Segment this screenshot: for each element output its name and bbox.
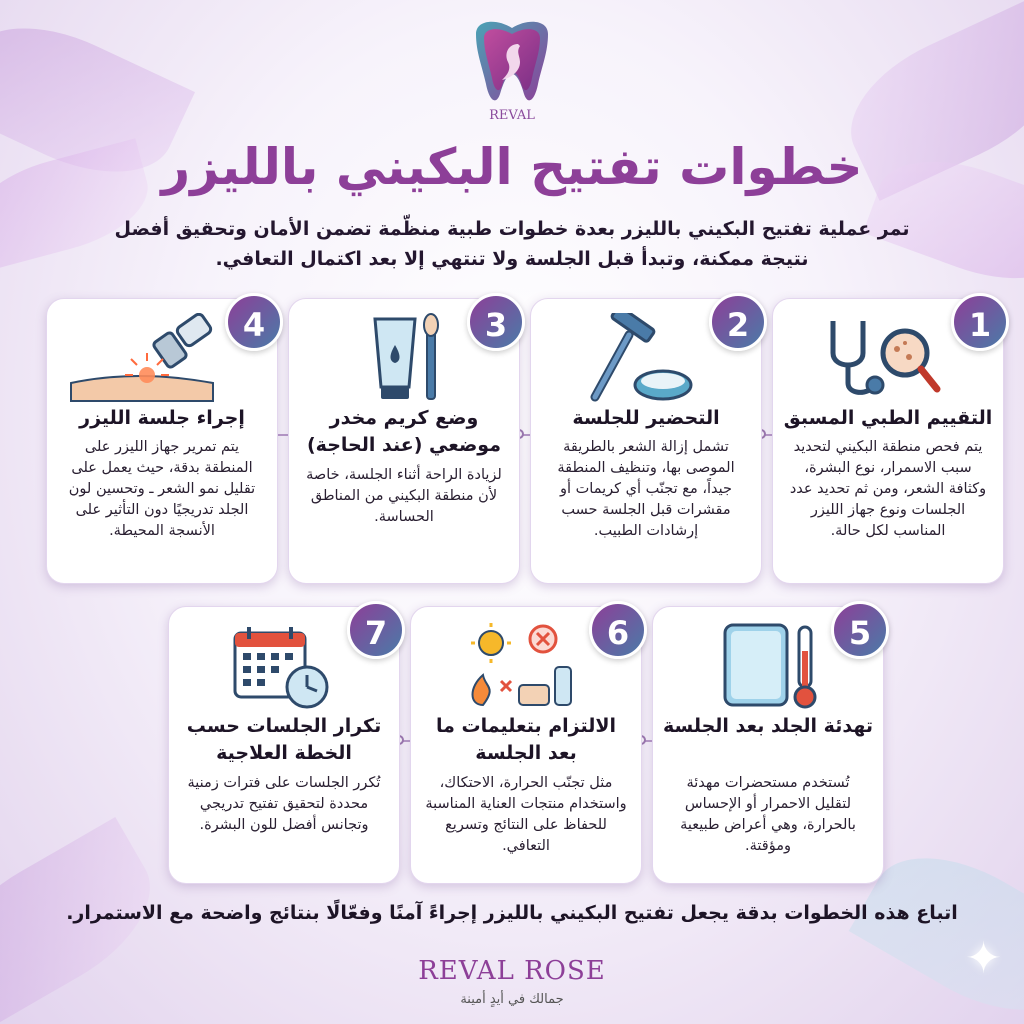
tooth-silhouette-icon [462,14,562,114]
step-description: مثل تجنّب الحرارة، الاحتكاك، واستخدام منتجات العناية المناسبة للحفاظ على النتائج وتسريع التعافي. [425,775,627,854]
step-description: تُكرر الجلسات على فترات زمنية محددة لتحقيق تفتيح تدريجي وتجانس أفضل للون البشرة. [187,775,381,833]
step-card-5 [652,606,884,884]
step-description: تُستخدم مستحضرات مهدئة لتقليل الاحمرار أو الإحساس بالحرارة، وهي أعراض طبيعية ومؤقتة. [680,775,856,854]
laser-device-icon [67,313,217,403]
step-card-3 [288,298,520,584]
step-title: وضع كريم مخدر موضعي (عند الحاجة) [307,407,501,456]
step-description: لزيادة الراحة أثناء الجلسة، خاصة لأن منطقة البكيني من المناطق الحساسة. [306,467,502,525]
step-title: تهدئة الجلد بعد الجلسة [662,715,873,737]
step-card-1 [772,298,1004,584]
step-title: التحضير للجلسة [572,407,720,429]
step-number-badge: 6 [589,601,647,659]
step-title: إجراء جلسة الليزر [79,407,245,429]
step-description: يتم تمرير جهاز الليزر على المنطقة بدقة، حيث يعمل على تقليل نمو الشعر ـ وتحسين لون الجلد تدريجيًا دون التأثير على الأنسجة المحيطة. [68,439,256,539]
logo-text: REVAL [489,108,535,123]
step-number-badge: 1 [951,293,1009,351]
brand-name: REVAL ROSE [418,956,606,986]
step-number-badge: 5 [831,601,889,659]
page-title: خطوات تفتيح البكيني بالليزر [161,138,863,196]
step-title: الالتزام بتعليمات ما بعد الجلسة [435,715,617,764]
footer-note: اتباع هذه الخطوات بدقة يجعل تفتيح البكيني بالليزر إجراءً آمنًا وفعّالًا بنتائج واضحة مع الاستمرار. [66,902,958,924]
step-number-badge: 2 [709,293,767,351]
cream-tube-brush-icon [309,313,459,403]
step-card-6 [410,606,642,884]
sparkle-icon: ✦ [965,933,1002,984]
step-number-badge: 4 [225,293,283,351]
step-number-badge: 3 [467,293,525,351]
step-card-7 [168,606,400,884]
sun-fire-products-icon [431,621,581,711]
brand-logo [462,14,562,124]
step-title: تكرار الجلسات حسب الخطة العلاجية [186,715,382,764]
calendar-clock-icon [189,621,339,711]
razor-sponge-icon [551,313,701,403]
step-title: التقييم الطبي المسبق [783,407,993,429]
cooling-pad-thermometer-icon [673,621,823,711]
stethoscope-magnifier-icon [793,313,943,403]
step-card-2 [530,298,762,584]
step-description: يتم فحص منطقة البكيني لتحديد سبب الاسمرار، نوع البشرة، وكثافة الشعر، ومن ثم تحديد عدد الجلسات ونوع جهاز الليزر المناسب لكل حالة. [789,439,987,539]
step-description: تشمل إزالة الشعر بالطريقة الموصى بها، وتنظيف المنطقة جيداً، مع تجنّب أي كريمات أو مقشرات قبل الجلسة حسب إرشادات الطبيب. [557,439,735,539]
step-card-4 [46,298,278,584]
step-number-badge: 7 [347,601,405,659]
brand-tagline: جمالك في أيدٍ أمينة [460,992,564,1007]
intro-paragraph: تمر عملية تفتيح البكيني بالليزر بعدة خطوات طبية منظّمة تضمن الأمان وتحقيق أفضل نتيجة ممكنة، وتبدأ قبل الجلسة ولا تنتهي إلا بعد اكتمال التعافي. [114,218,910,270]
